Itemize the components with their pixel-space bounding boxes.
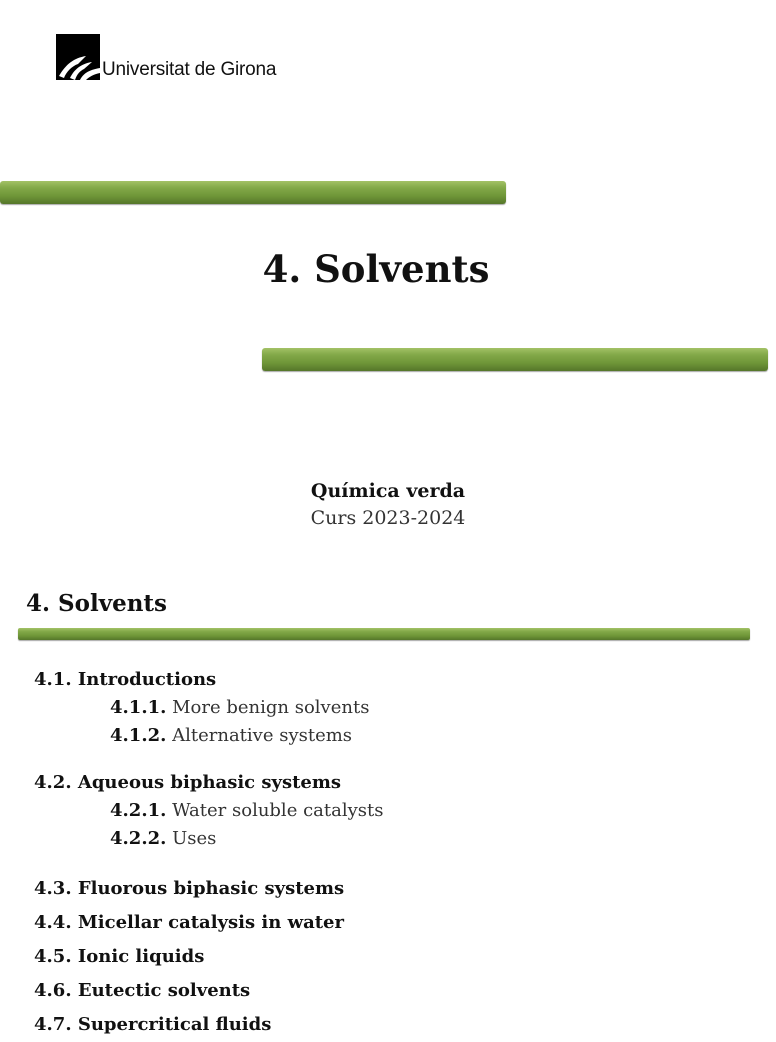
toc-subitem-number: 4.1.2. bbox=[110, 725, 167, 746]
table-of-contents bbox=[34, 666, 754, 1042]
toc-subitem-number: 4.2.2. bbox=[110, 828, 167, 849]
course-year: Curs 2023-2024 bbox=[310, 507, 466, 529]
toc-subitem-number: 4.2.1. bbox=[110, 800, 167, 821]
decorative-bar-middle bbox=[262, 348, 768, 371]
section-title: 4. Solvents bbox=[26, 590, 167, 617]
university-logo bbox=[56, 34, 276, 80]
toc-item-4-4: 4.4. Micellar catalysis in water bbox=[34, 912, 344, 933]
toc-subitem-label: Alternative systems bbox=[172, 725, 353, 746]
toc-item-4-7: 4.7. Supercritical fluids bbox=[34, 1014, 272, 1035]
toc-item-4-1: 4.1. Introductions bbox=[34, 669, 217, 690]
course-info bbox=[0, 478, 776, 532]
toc-item-4-6: 4.6. Eutectic solvents bbox=[34, 980, 251, 1001]
toc-item-4-2: 4.2. Aqueous biphasic systems bbox=[34, 772, 342, 793]
course-name: Química verda bbox=[310, 480, 466, 502]
toc-subitem-4-2-2 bbox=[34, 825, 754, 853]
toc-subitem-4-1-1 bbox=[34, 694, 754, 722]
toc-subitem-4-2-1 bbox=[34, 797, 754, 825]
cover-title: 4. Solvents bbox=[262, 247, 490, 291]
toc-subitem-number: 4.1.1. bbox=[110, 697, 167, 718]
toc-subitem-4-1-2 bbox=[34, 722, 754, 750]
section-divider-bar bbox=[18, 628, 750, 640]
toc-item-4-3: 4.3. Fluorous biphasic systems bbox=[34, 878, 345, 899]
toc-subitem-label: Uses bbox=[172, 828, 217, 849]
university-name: Universitat de Girona bbox=[102, 59, 277, 80]
toc-subitem-label: Water soluble catalysts bbox=[172, 800, 384, 821]
udg-logo-icon bbox=[56, 34, 100, 80]
decorative-bar-top bbox=[0, 181, 506, 204]
toc-item-4-5: 4.5. Ionic liquids bbox=[34, 946, 205, 967]
toc-subitem-label: More benign solvents bbox=[172, 697, 370, 718]
